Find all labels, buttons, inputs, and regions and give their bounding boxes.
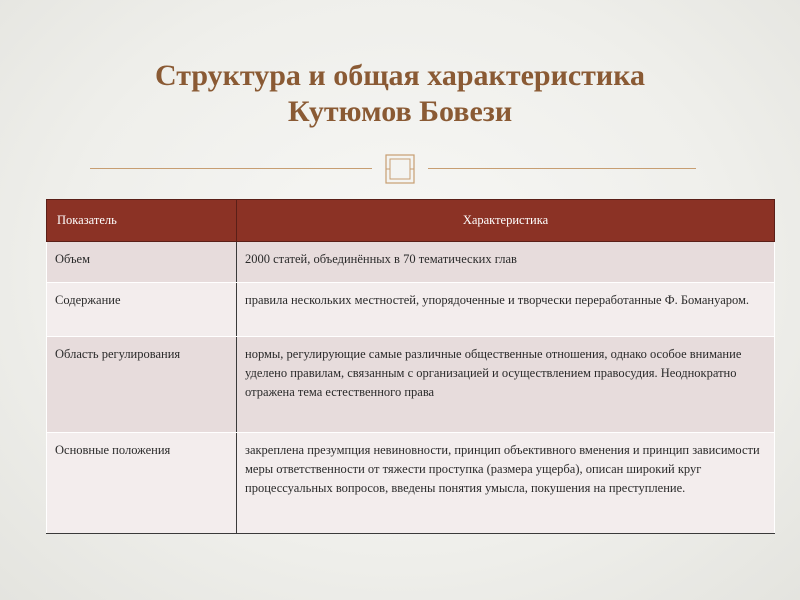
column-header-characteristic: Характеристика: [237, 200, 775, 242]
cell-description: 2000 статей, объединённых в 70 тематических глав: [237, 242, 775, 283]
cell-description: правила нескольких местностей, упорядоченные и творчески переработанные Ф. Бомануаром.: [237, 283, 775, 337]
divider-line-right: [428, 168, 696, 169]
ornament-icon: [383, 152, 417, 186]
table-row: [47, 283, 775, 337]
divider-line-left: [90, 168, 372, 169]
table-header-row: [47, 200, 775, 242]
table-row: [47, 433, 775, 534]
cell-indicator: Объем: [47, 242, 237, 283]
table-row: [47, 242, 775, 283]
characteristics-table: [46, 199, 775, 534]
column-header-indicator: Показатель: [47, 200, 237, 242]
cell-description: нормы, регулирующие самые различные общественные отношения, однако особое внимание уделено правилам, связанным с организацией и осуществлением правосудия. Неоднократно отражена тема естественного права: [237, 337, 775, 433]
cell-indicator: Содержание: [47, 283, 237, 337]
cell-indicator: Область регулирования: [47, 337, 237, 433]
page-title: [0, 58, 800, 130]
page-title-line-2: Кутюмов Бовези: [287, 95, 513, 128]
cell-indicator: Основные положения: [47, 433, 237, 534]
cell-description: закреплена презумпция невиновности, принцип объективного вменения и принцип зависимости меры ответственности от тяжести проступка (размера ущерба), описан широкий круг процессуальных вопросов, введены понятия умысла, покушения на преступление.: [237, 433, 775, 534]
page-title-line-1: Структура и общая характеристика: [154, 59, 646, 92]
table-row: [47, 337, 775, 433]
